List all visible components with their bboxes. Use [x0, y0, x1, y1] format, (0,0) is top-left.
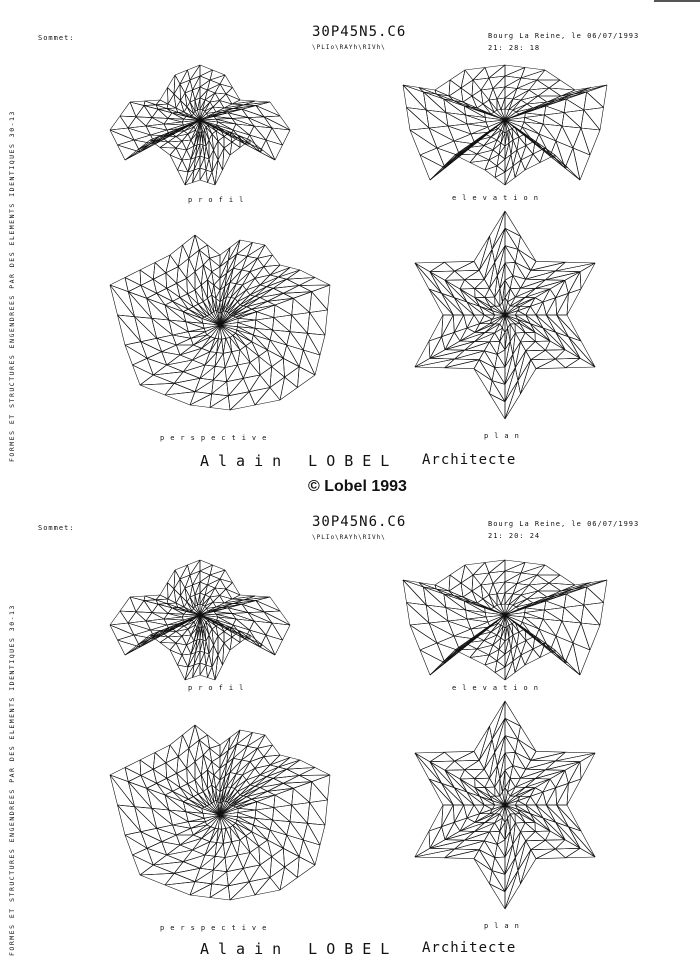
place-date: Bourg La Reine, le 06/07/1993: [488, 520, 640, 528]
drawing-path: \PLIo\RAYh\RIVh\: [312, 44, 386, 51]
elevation-view: [395, 555, 615, 685]
plan-view: [395, 205, 615, 425]
caption-plan: plan: [484, 922, 525, 930]
sommet-label: Sommet:: [38, 524, 75, 532]
caption-perspective: perspective: [160, 924, 273, 932]
drawing-sheet-1: [0, 0, 700, 470]
caption-perspective: perspective: [160, 434, 273, 442]
drawing-code: 30P45N6.C6: [312, 514, 407, 530]
architect-name: Alain LOBEL: [200, 940, 399, 958]
perspective-view: [100, 715, 340, 905]
architect-title: Architecte: [422, 452, 517, 468]
drawing-code: 30P45N5.C6: [312, 24, 407, 40]
vertical-series-text: FORMES ET STRUCTURES ENGENDREES PAR DES ELEMENTS IDENTIQUES 30-13: [8, 110, 16, 462]
drawing-sheet-2: [0, 510, 700, 962]
time-stamp: 21: 28: 18: [488, 44, 541, 52]
elevation-view: [395, 60, 615, 190]
caption-profil: profil: [188, 684, 250, 692]
caption-plan: plan: [484, 432, 525, 440]
copyright-notice: © Lobel 1993: [308, 478, 407, 495]
caption-elevation: elevation: [452, 684, 544, 692]
place-date: Bourg La Reine, le 06/07/1993: [488, 32, 640, 40]
perspective-view: [100, 225, 340, 415]
profil-view: [100, 555, 300, 685]
architect-title: Architecte: [422, 940, 517, 956]
time-stamp: 21: 20: 24: [488, 532, 541, 540]
plan-view: [395, 695, 615, 915]
profil-view: [100, 60, 300, 190]
drawing-path: \PLIo\RAYh\RIVh\: [312, 534, 386, 541]
architect-name: Alain LOBEL: [200, 452, 399, 470]
caption-elevation: elevation: [452, 194, 544, 202]
vertical-series-text: FORMES ET STRUCTURES ENGENDREES PAR DES ELEMENTS IDENTIQUES 30-13: [8, 604, 16, 956]
caption-profil: profil: [188, 196, 250, 204]
sommet-label: Sommet:: [38, 34, 75, 42]
